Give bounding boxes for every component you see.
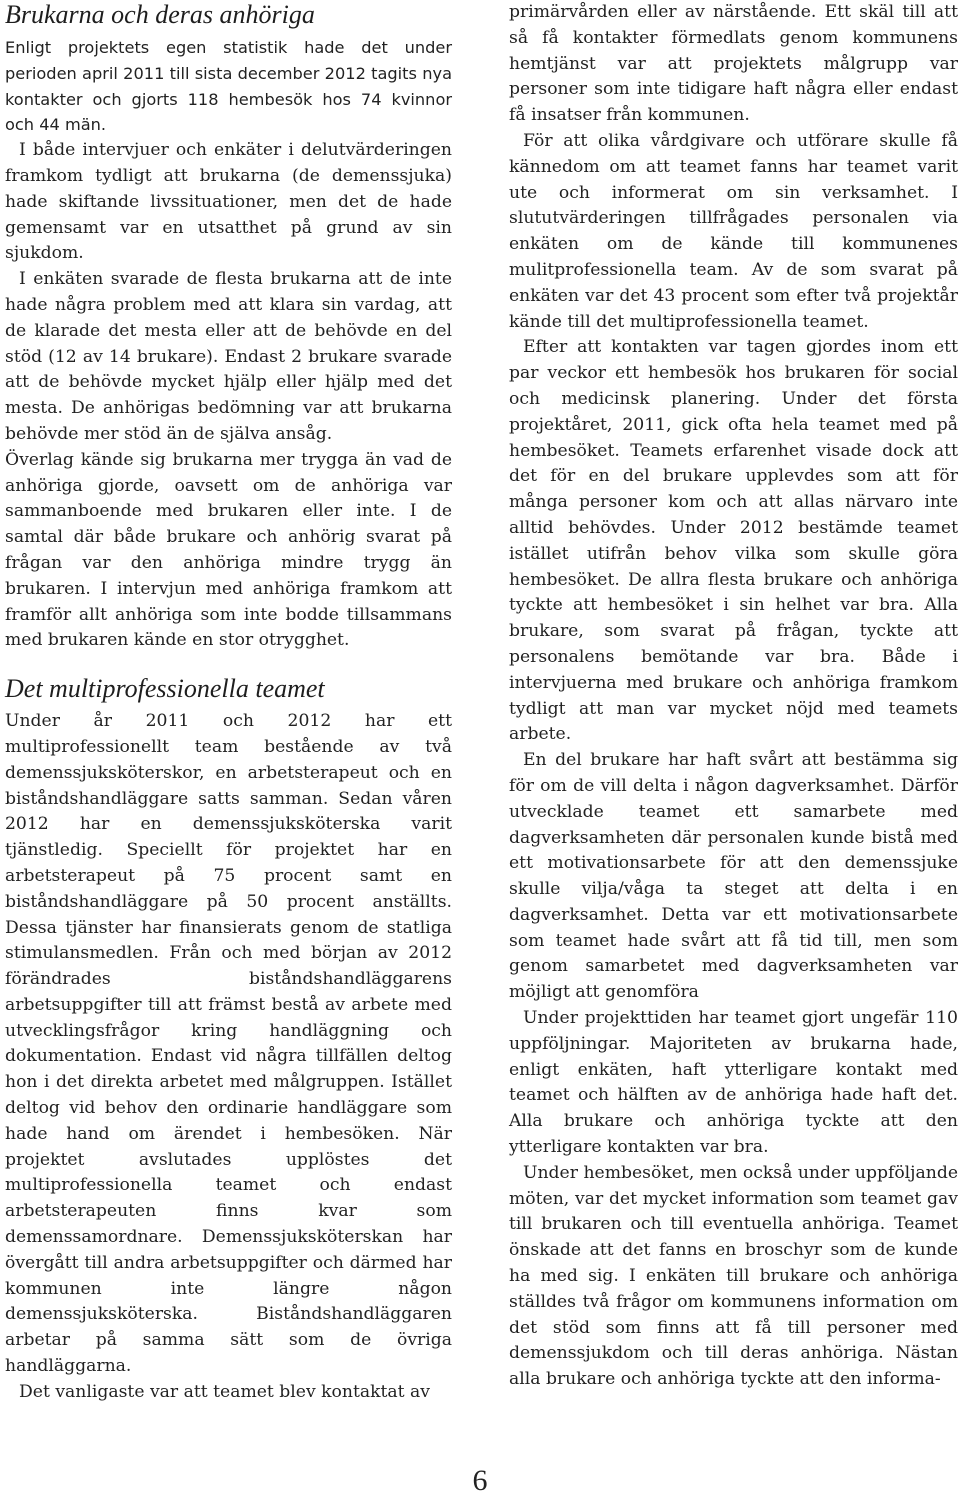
paragraph: För att olika vårdgivare och utförare skulle få kännedom om att teamet fanns har teamet varit ute och informerat om sin verksamhet. I slututvärderingen tillfrågades personalen via enkäten om de kände till kommunenes mulitprofessionella team. Av de som svarat på enkäten var det 43 procent som efter två projektår kände till det multiprofessionella teamet. (509, 130, 958, 332)
right-column (509, 0, 958, 1393)
left-column (5, 0, 452, 1406)
paragraph: I enkäten svarade de flesta brukarna att de inte hade några problem med att klara sin vardag, att de klarade det mesta eller att de behövde en del stöd (12 av 14 brukare). Endast 2 brukare svarade att de behövde mycket hjälp eller hjälp med det mesta. De anhörigas bedömning var att brukarna behövde mer stöd än de själva ansåg. (5, 269, 452, 444)
paragraph: Under hembesöket, men också under uppföljande möten, var det mycket information som teamet gav till brukaren och till eventuella anhöriga. Teamet önskade att det fanns en broschyr som de kunde ha med sig. I enkäten till brukare och anhöriga ställdes två frågor om kommunens information om det stöd som finns att få till personer med demenssjukdom och till deras anhöriga. Nästan alla brukare och anhöriga tyckte att den informa- (509, 1162, 958, 1390)
paragraph: Under år 2011 och 2012 har ett multiprofessionellt team bestående av två demenssjuksköterskor, en arbetsterapeut och en biståndshandläggare satts samman. Sedan våren 2012 har en demenssjuksköterska varit tjänstledig. Speciellt för projektet har en arbetsterapeut på 75 procent samt en biståndshandläggare på 50 procent anställts. Dessa tjänster har finansierats genom de statliga stimulansmedlen. Från och med början av 2012 förändrades biståndshandläggarens arbetsuppgifter till att främst bestå av arbete med utvecklingsfrågor kring handläggning och dokumentation. Endast vid några tillfällen deltog hon i det direkta arbetet med målgruppen. Istället deltog vid behov den ordinarie handläggare som hade hand om ärendet i hembesöken. När projektet avslutades upplöstes det multiprofessionella teamet och endast arbetsterapeuten finns kvar som demenssamordnare. Demenssjuksköterskan har övergått till andra arbetsuppgifter och därmed har kommunen inte längre någon demenssjuksköterska. Biståndshandläggaren arbetar på samma sätt som de övriga handläggarna. (5, 711, 452, 1377)
section-heading-teamet: Det multiprofessionella teamet (5, 674, 325, 704)
page-number: 6 (472, 1464, 488, 1497)
paragraph: En del brukare har haft svårt att bestämma sig för om de vill delta i någon dagverksamhet. Därför utvecklade teamet ett samarbete med dagverksamheten där personalen kunde bistå med ett motivationsarbete för att den demenssjuke skulle vilja/våga ta steget att delta i en dagverksamhet. Detta var ett motivationsarbete som teamet hade svårt att få tid till, men som genom samarbetet med dagverksamheten var möjligt att genomföra (509, 750, 958, 1003)
paragraph: Det vanligaste var att teamet blev kontaktat av (19, 1381, 431, 1402)
paragraph: Under projekttiden har teamet gjort ungefär 110 uppföljningar. Majoriteten av brukarna hade, enligt enkäten, haft ytterligare kontakt med teamet och hälften av de anhöriga hade haft det. Alla brukare och anhöriga tyckte att den ytterligare kontakten var bra. (509, 1008, 958, 1158)
paragraph: Överlag kände sig brukarna mer trygga än vad de anhöriga gjorde, oavsett om de anhöriga var sammanboende med brukaren eller inte. I de samtal där både brukare och anhörig svarat på frågan var den anhöriga mindre trygg än brukaren. I intervjun med anhöriga framkom att framför allt anhöriga som inte bodde tillsammans med brukaren kände en stor otrygghet. (5, 449, 452, 651)
paragraph: Efter att kontakten var tagen gjordes inom ett par veckor ett hembesök hos brukaren för social och medicinsk planering. Under det första projektåret, 2011, gick ofta hela teamet med på hembesöket. Teamets erfarenhet visade dock att det för en del brukare upplevdes som att för många personer kom och att allas närvaro inte alltid behövdes. Under 2012 bestämde teamet istället utifrån behov vilka som skulle göra hembesöket. De allra flesta brukare och anhöriga tyckte att hembesöket i sin helhet var bra. Alla brukare, som svarat på frågan, tyckte att personalens bemötande var bra. Både i intervjuerna med brukare och anhöriga framkom tydligt att man var mycket nöjd med teamets arbete. (509, 337, 958, 745)
paragraph: Enligt projektets egen statistik hade det under perioden april 2011 till sista december 2012 tagits nya kontakter och gjorts 118 hembesök hos 74 kvinnor och 44 män. (5, 38, 452, 135)
paragraph: I både intervjuer och enkäter i delutvärderingen framkom tydligt att brukarna (de demenssjuka) hade skiftande livssituationer, men det de hade gemensamt var en utsatthet på grund av sin sjukdom. (5, 140, 452, 264)
paragraph: primärvården eller av närstående. Ett skäl till att så få kontakter förmedlats genom kommunens hemtjänst var att projektets målgrupp var personer som inte tidigare haft några eller endast få insatser från kommunen. (509, 2, 958, 126)
section-heading-brukarna: Brukarna och deras anhöriga (5, 0, 315, 29)
